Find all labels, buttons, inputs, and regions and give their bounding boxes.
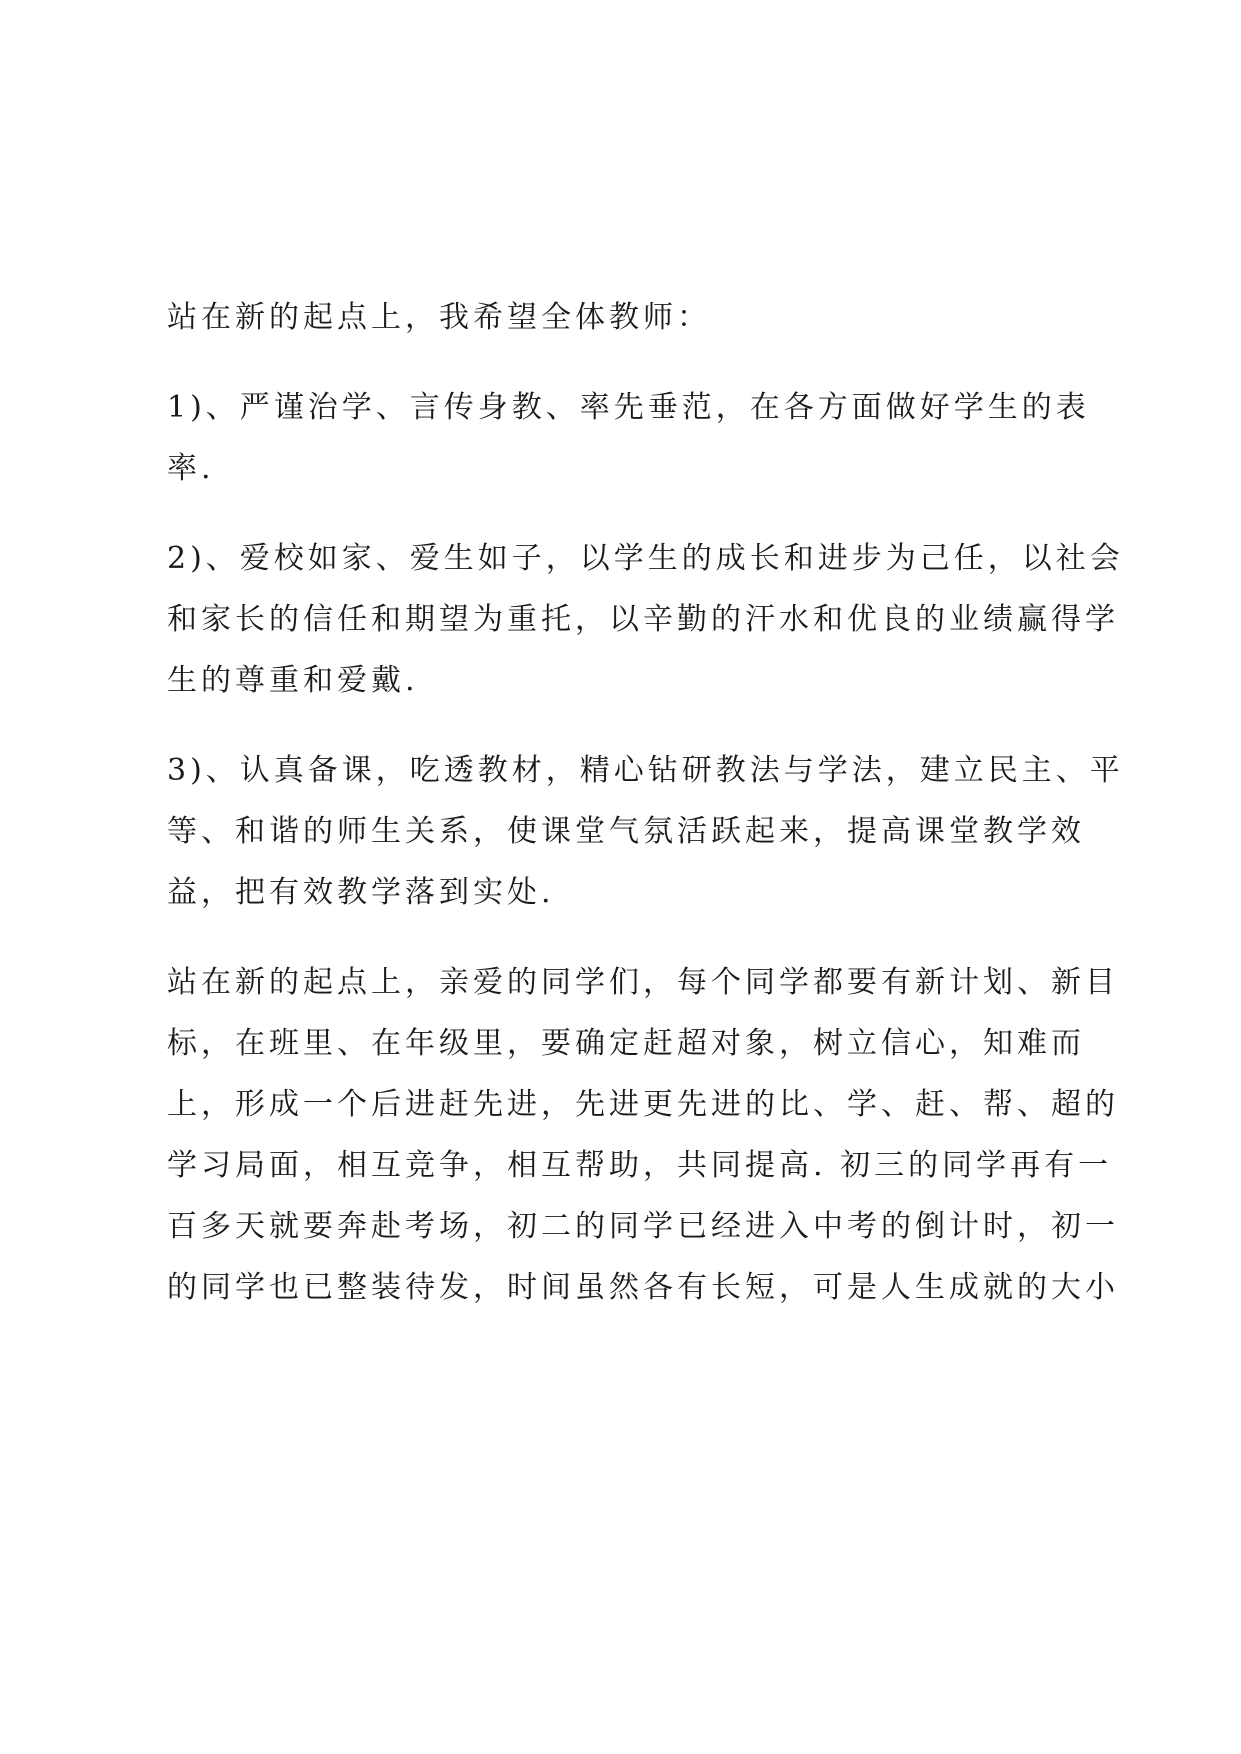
paragraph-spacer	[167, 711, 1097, 740]
document-body	[167, 287, 1124, 1318]
text-line: 的同学也已整装待发，时间虽然各有长短，可是人生成就的大小	[167, 1270, 1119, 1305]
text-line: 标，在班里、在年级里，要确定赶超对象，树立信心，知难而	[167, 1026, 1085, 1061]
text-line: 率.	[167, 451, 215, 486]
paragraph	[167, 528, 1124, 711]
text-line: 2)、爱校如家、爱生如子，以学生的成长和进步为己任，以社会	[167, 541, 1124, 576]
paragraph	[167, 377, 1097, 499]
text-line: 生的尊重和爱戴.	[167, 663, 419, 698]
text-line: 3)、认真备课，吃透教材，精心钻研教法与学法，建立民主、平	[167, 753, 1124, 788]
text-line: 益，把有效教学落到实处.	[167, 875, 555, 910]
text-line: 1)、严谨治学、言传身教、率先垂范，在各方面做好学生的表	[167, 390, 1090, 425]
text-line: 站在新的起点上，亲爱的同学们，每个同学都要有新计划、新目	[167, 965, 1119, 1000]
text-line: 上，形成一个后进赶先进，先进更先进的比、学、赶、帮、超的	[167, 1087, 1119, 1122]
paragraph-spacer	[167, 499, 1097, 528]
paragraph-spacer	[167, 923, 1097, 952]
text-line: 和家长的信任和期望为重托，以辛勤的汗水和优良的业绩赢得学	[167, 602, 1119, 637]
text-line: 学习局面，相互竞争，相互帮助，共同提高. 初三的同学再有一	[167, 1148, 1113, 1183]
text-line: 站在新的起点上，我希望全体教师：	[167, 300, 711, 335]
text-line: 等、和谐的师生关系，使课堂气氛活跃起来，提高课堂教学效	[167, 814, 1085, 849]
text-line: 百多天就要奔赴考场，初二的同学已经进入中考的倒计时，初一	[167, 1209, 1119, 1244]
paragraph	[167, 740, 1124, 923]
paragraph	[167, 952, 1119, 1318]
paragraph	[167, 287, 1097, 348]
paragraph-spacer	[167, 348, 1097, 377]
